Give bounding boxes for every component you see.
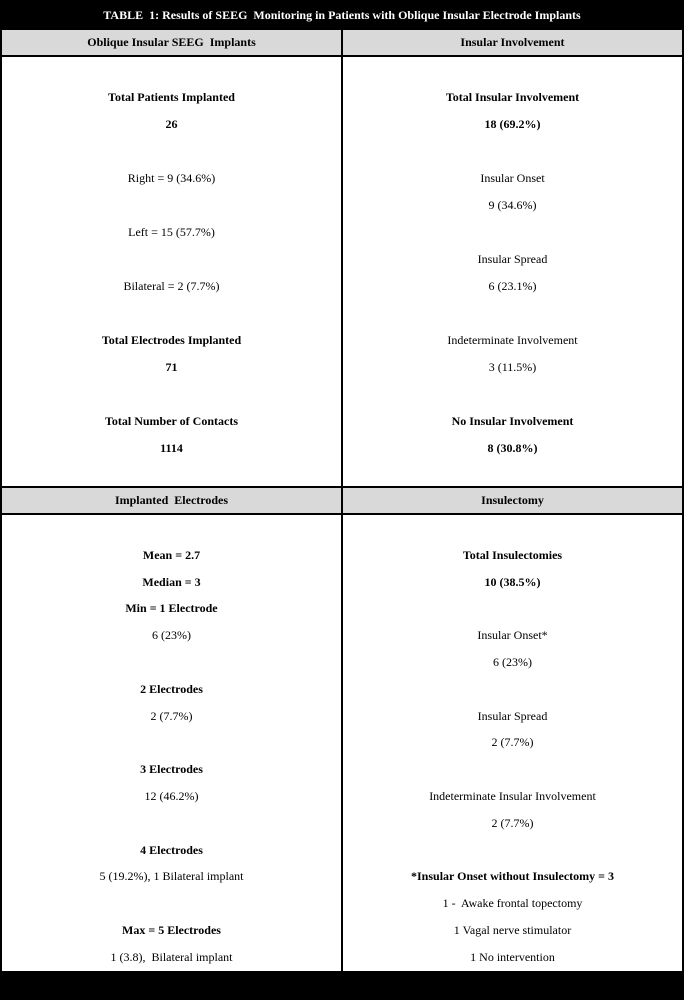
cell-line (343, 595, 682, 622)
cell-line: Insular Onset (480, 171, 545, 185)
cell-line: Total Insular Involvement (445, 90, 580, 104)
cell-line (343, 57, 682, 84)
cell-line (343, 756, 682, 783)
cell-line: Total Electrodes Implanted (101, 333, 242, 347)
cell-line: 3 Electrodes (140, 762, 203, 777)
cell-line: Insular Spread (477, 708, 548, 723)
cell-line (2, 138, 341, 165)
cell-line (2, 810, 341, 837)
cell-line: 2 (7.7%) (491, 815, 534, 830)
cell-line (343, 837, 682, 864)
cell-line: Total Patients Implanted (108, 90, 235, 104)
cell-line: 8 (30.8%) (487, 441, 538, 455)
cell-line: 12 (46.2%) (144, 788, 199, 803)
cell-line: 26 (165, 117, 178, 131)
cell-line (2, 246, 341, 273)
cell-line: 2 (7.7%) (491, 735, 534, 750)
cell-line: 4 Electrodes (140, 842, 203, 857)
column-header-oblique-insular-seeg-implants: Oblique Insular SEEG Implants (87, 35, 256, 49)
cell-line: Indeterminate Involvement (447, 333, 578, 347)
cell-line: *Insular Onset without Insulectomy = 3 (411, 869, 614, 884)
cell-line: 6 (23.1%) (488, 279, 537, 293)
column-header-insular-involvement: Insular Involvement (341, 30, 682, 55)
cell-line (2, 515, 341, 542)
cell-line: 6 (23%) (493, 654, 532, 669)
cell-line: 1114 (160, 441, 183, 455)
cell-line: Left = 15 (57.7%) (128, 225, 215, 239)
cell-line: 3 (11.5%) (488, 360, 537, 374)
cell-line (2, 890, 341, 917)
cell-line: Total Number of Contacts (104, 414, 238, 428)
column-header-implanted-electrodes: Implanted Electrodes (114, 493, 229, 507)
cell-line: 18 (69.2%) (484, 117, 541, 131)
cell-line: Max = 5 Electrodes (122, 922, 221, 937)
cell-line (343, 676, 682, 703)
content-row-implants (0, 57, 684, 488)
cell-line (343, 515, 682, 542)
header-row-electrodes (0, 488, 684, 515)
cell-line: 1 - Awake frontal topectomy (442, 896, 583, 911)
cell-line (343, 381, 682, 408)
cell-line: 1 (3.8), Bilateral implant (110, 949, 233, 964)
cell-line (343, 219, 682, 246)
table-title: TABLE 1: Results of SEEG Monitoring in Patients with Oblique Insular Electrode Implants (0, 0, 684, 30)
column-header-insulectomy: Insulectomy (341, 488, 682, 513)
cell-line: 6 (23%) (152, 628, 191, 643)
cell-line: 10 (38.5%) (484, 574, 541, 589)
cell-insular-involvement (341, 57, 682, 486)
cell-line: Insular Onset* (477, 628, 548, 643)
cell-line: Right = 9 (34.6%) (127, 171, 216, 185)
cell-line: 2 Electrodes (140, 681, 203, 696)
cell-line: Insular Spread (477, 252, 548, 266)
cell-line (2, 649, 341, 676)
cell-line: 1 Vagal nerve stimulator (453, 922, 572, 937)
cell-line: 1 No intervention (470, 949, 555, 964)
cell-line (2, 729, 341, 756)
cell-line (2, 57, 341, 84)
cell-line: Median = 3 (142, 574, 201, 589)
cell-line: Bilateral = 2 (7.7%) (123, 279, 220, 293)
cell-line (2, 192, 341, 219)
cell-line: 71 (165, 360, 178, 374)
cell-line: Indeterminate Insular Involvement (429, 788, 596, 803)
cell-line: Total Insulectomies (462, 547, 563, 562)
cell-line: 9 (34.6%) (488, 198, 537, 212)
cell-line: No Insular Involvement (451, 414, 574, 428)
cell-line (2, 381, 341, 408)
cell-line (343, 300, 682, 327)
header-row-implants (0, 30, 684, 57)
cell-insulectomy (341, 515, 682, 971)
content-row-electrodes (0, 515, 684, 971)
cell-oblique-insular-seeg-implants (2, 57, 341, 486)
cell-line: Min = 1 Electrode (125, 601, 218, 616)
cell-line: 5 (19.2%), 1 Bilateral implant (99, 869, 244, 884)
cell-line (343, 138, 682, 165)
cell-line (2, 300, 341, 327)
cell-implanted-electrodes (2, 515, 341, 971)
cell-line: Mean = 2.7 (142, 547, 201, 562)
cell-line: 2 (7.7%) (150, 708, 193, 723)
